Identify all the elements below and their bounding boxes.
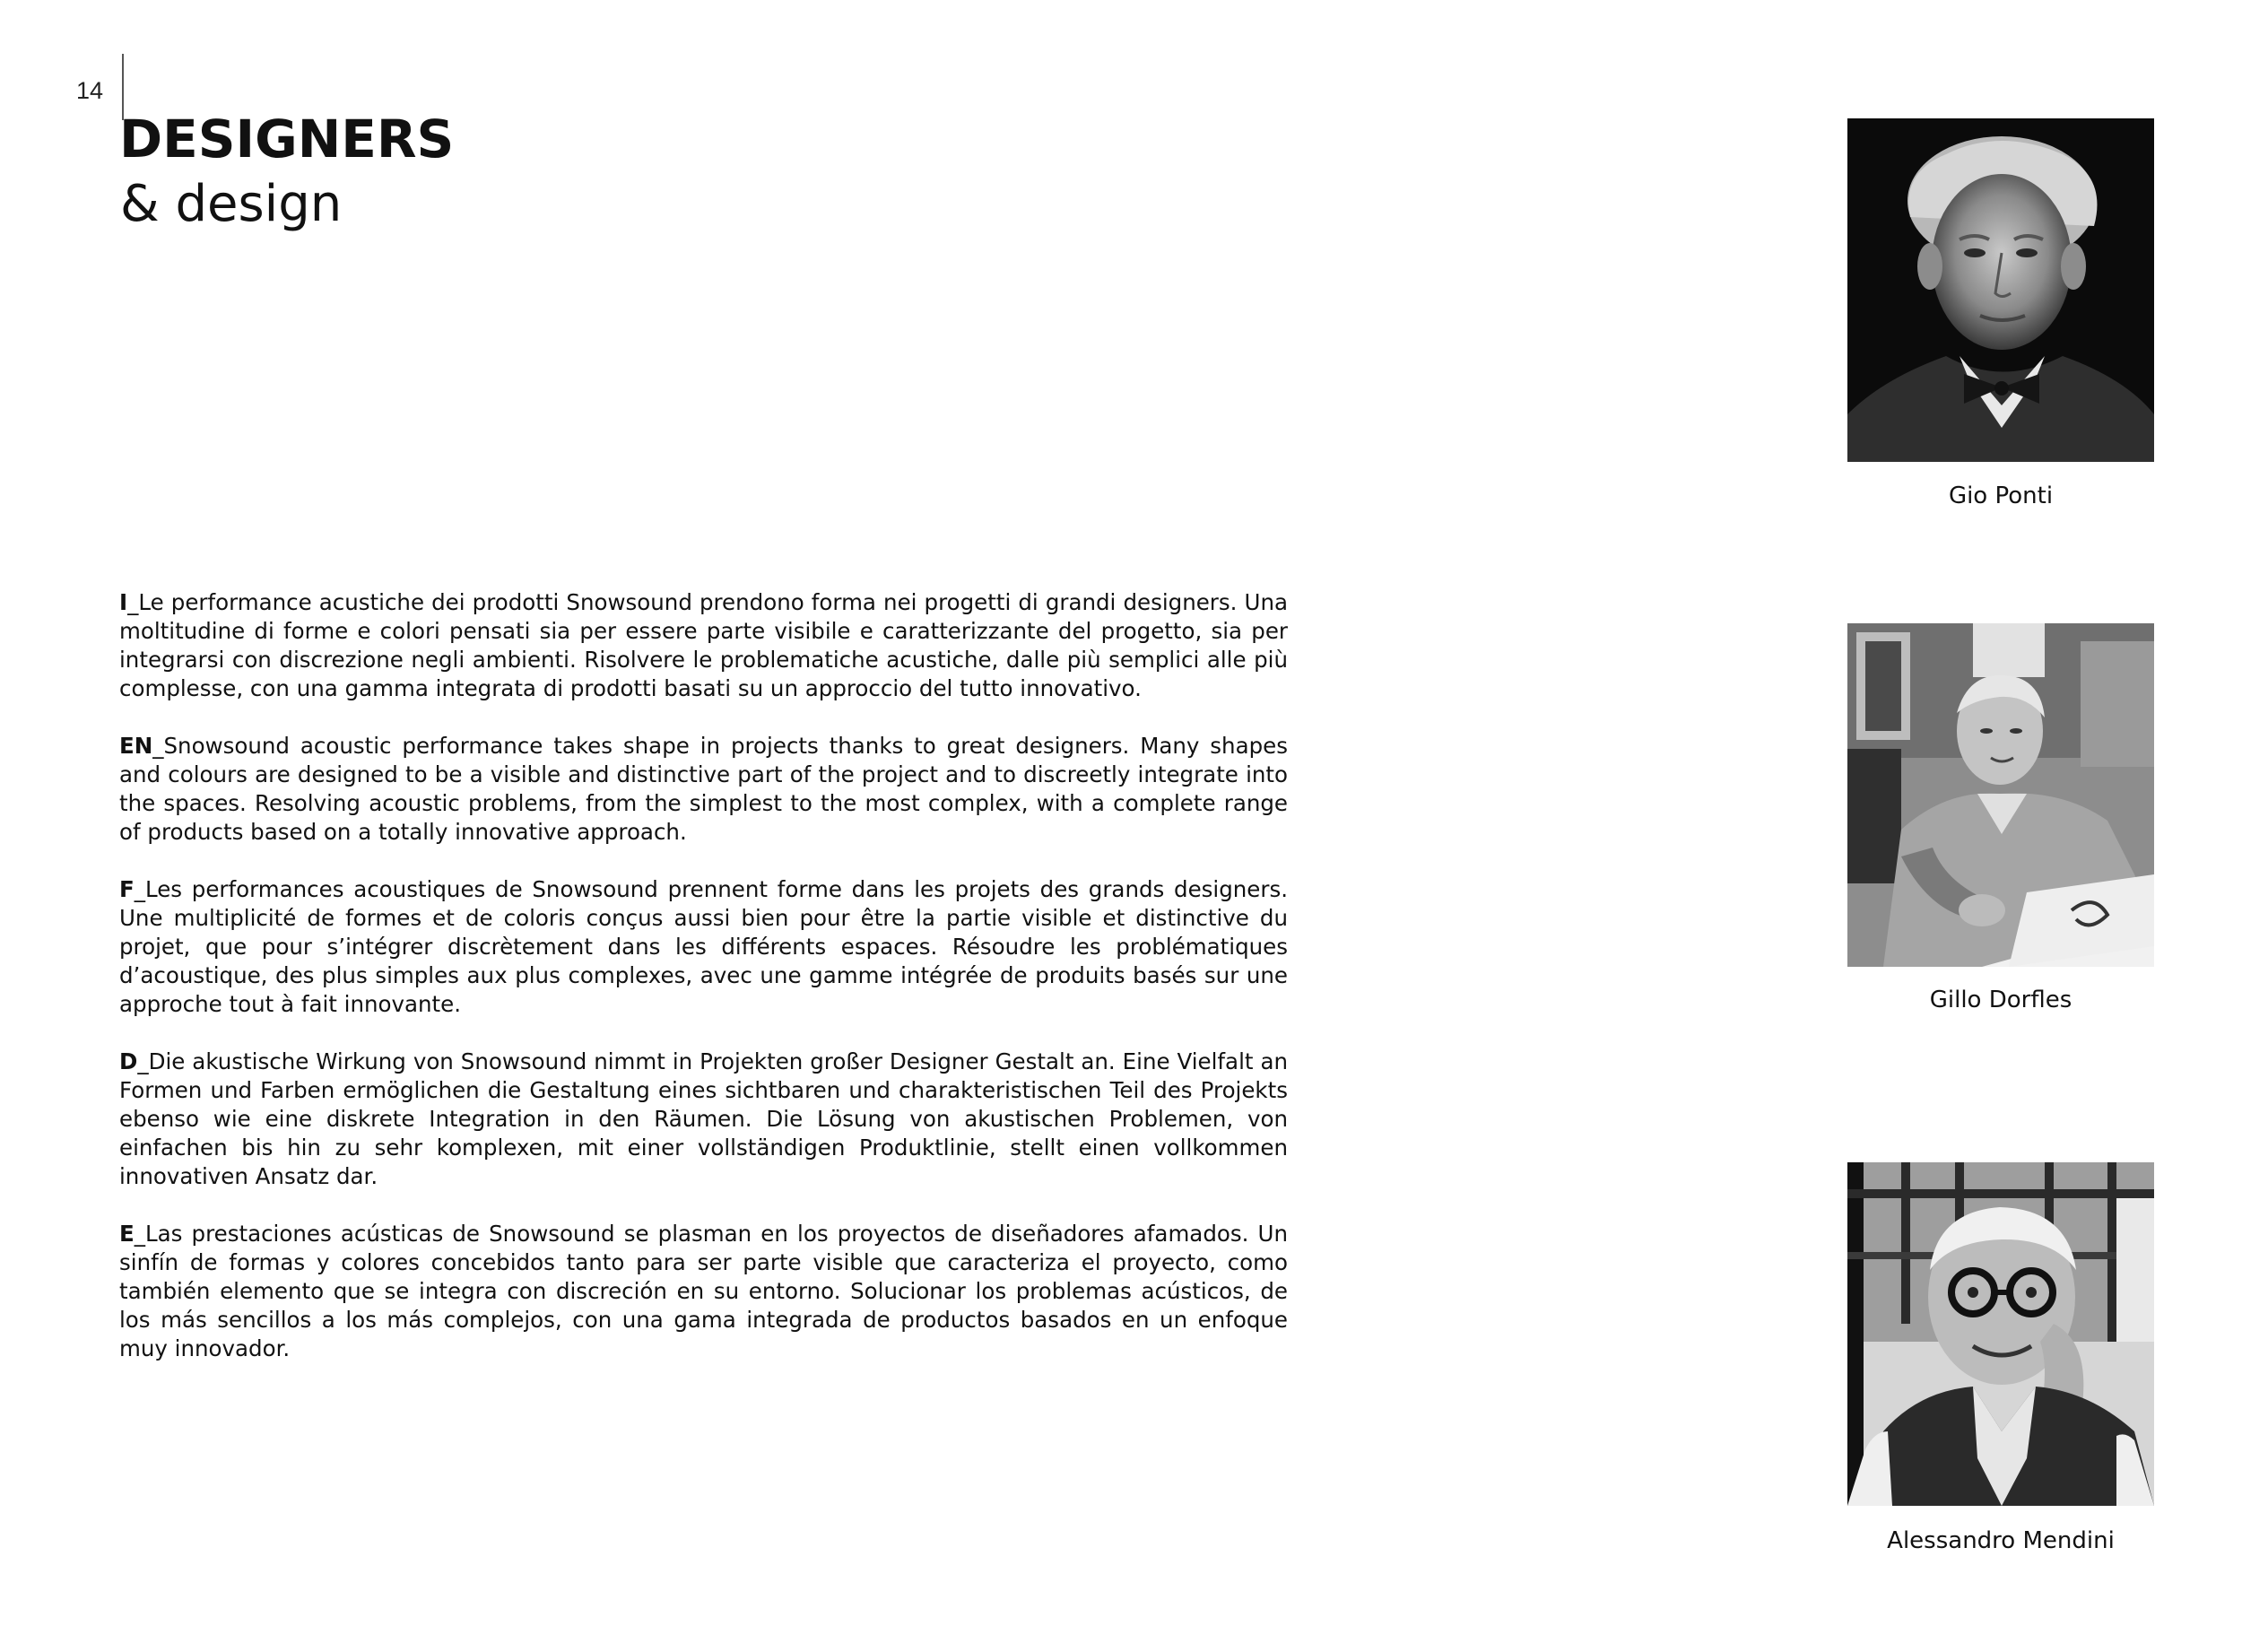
- paragraph-french: [119, 875, 1288, 1019]
- paragraph-text: _Les performances acoustiques de Snowsound prennent forme dans les projets des grands designers. Une multiplicité de formes et de coloris conçus aussi bien pour être la partie visible et distinctive du projet, que pour s’intégrer discrètement dans les différents espaces. Résoudre les problématiques d’acoustique, des plus simples aux plus complexes, avec une gamme intégrée de produits basés sur une approche tout à fait innovante.: [119, 876, 1288, 1017]
- language-code: D: [119, 1048, 138, 1074]
- paragraph-spanish: [119, 1220, 1288, 1363]
- language-code: E: [119, 1221, 135, 1247]
- designer-photo: [1847, 118, 2154, 462]
- paragraph-english: [119, 732, 1288, 847]
- paragraph-german: [119, 1048, 1288, 1191]
- page-title: DESIGNERS: [119, 109, 455, 170]
- designer-photo: [1847, 1162, 2154, 1506]
- paragraph-text: _Las prestaciones acústicas de Snowsound se plasman en los proyectos de diseñadores afamados. Un sinfín de formas y colores concebidos tanto para ser parte visible que caracteriza el proyecto, como también elemento que se integra con discreción en su entorno. Solucionar los problemas acústicos, de los más sencillos a los más complejos, con una gama integrada de productos basados en un enfoque muy innovador.: [119, 1221, 1288, 1361]
- paragraph-italian: [119, 588, 1288, 703]
- paragraph-text: _Snowsound acoustic performance takes shape in projects thanks to great designers. Many shapes and colours are designed to be a visible and distinctive part of the project and to discreetly integrate into the spaces. Resolving acoustic problems, from the simplest to the most complex, with a complete range of products based on a totally innovative approach.: [119, 733, 1288, 845]
- language-code: F: [119, 876, 135, 902]
- paragraph-text: _Le performance acustiche dei prodotti Snowsound prendono forma nei progetti di grandi designers. Una moltitudine di forme e colori pensati sia per essere parte visibile e caratterizzante del progetto, sia per integrarsi con discrezione negli ambienti. Risolvere le problematiche acustiche, dalle più semplici alle più complesse, con una gamma integrata di prodotti basati su un approccio del tutto innovativo.: [119, 589, 1288, 701]
- multilingual-text-block: [119, 588, 1288, 1392]
- designer-name: Gio Ponti: [1948, 483, 2054, 509]
- designer-photo: [1847, 623, 2154, 967]
- language-code: I: [119, 589, 128, 615]
- designer-name: Alessandro Mendini: [1887, 1527, 2115, 1554]
- page-subtitle: & design: [120, 175, 343, 233]
- language-code: EN: [119, 733, 153, 759]
- paragraph-text: _Die akustische Wirkung von Snowsound nimmt in Projekten großer Designer Gestalt an. Eine Vielfalt an Formen und Farben ermöglichen die Gestaltung eines sichtbaren und charakteristischen Teil des Projekts ebenso wie eine diskrete Integration in den Räumen. Die Lösung von akustischen Problemen, von einfachen bis hin zu sehr komplexen, mit einer vollständigen Produktlinie, stellt einen vollkommen innovativen Ansatz dar.: [119, 1048, 1288, 1189]
- designer-name: Gillo Dorfles: [1929, 987, 2073, 1013]
- page-number: 14: [76, 77, 104, 104]
